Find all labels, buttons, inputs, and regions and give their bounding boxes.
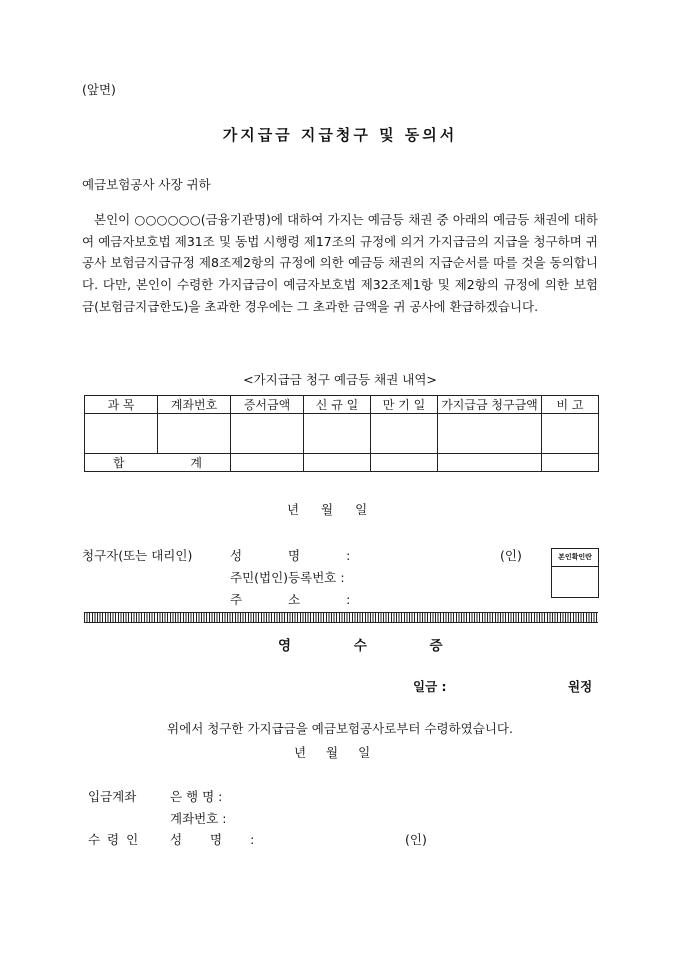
addressee: 예금보험공사 사장 귀하 [82, 177, 211, 192]
claimant-label: 청구자(또는 대리인) [82, 548, 193, 563]
amount-label: 일금 : [413, 679, 447, 694]
bank-name-label: 은 행 명 : [170, 789, 223, 804]
receipt-date: 년 월 일 [294, 745, 371, 760]
claim-date: 년 월 일 [287, 502, 368, 517]
table-cell[interactable] [542, 414, 599, 454]
consent-text: 본인이 ○○○○○○(금융기관명)에 대하여 가지는 예금등 채권 중 아래의 예금등 채권에 대하여 예금자보호법 제31조 및 동법 시행령 제17조의 규정에 의거 가지급금의 지급을 청구하며 귀 공사 보험금지급규정 제8조제2항의 규정에 의한 예금등 채권의 지급순서를 따를 것을 동의합니다. 다만, 본인이 수령한 가지급금이 예금자보호법 제32조제1항 및 제2항의 규정에 의한 보험금(보험금지급한도)을 초과한 경우에는 그 초과한 금액을 귀 공사에 환급하겠습니다. [82, 212, 598, 314]
amount-suffix: 원정 [568, 679, 593, 694]
identity-check-caption: 본인확인란 [552, 549, 598, 567]
total-label [85, 454, 231, 472]
table-cell[interactable] [158, 414, 231, 454]
total-cell[interactable] [542, 454, 599, 472]
perforation-divider [84, 612, 598, 623]
header-remarks: 비 고 [542, 396, 599, 414]
header-certificate-amount: 증서금액 [231, 396, 304, 414]
table-cell[interactable] [85, 414, 158, 454]
claims-table [84, 395, 599, 472]
header-open-date: 신 규 일 [304, 396, 371, 414]
identity-check-box[interactable] [551, 548, 599, 598]
header-account-number: 계좌번호 [158, 396, 231, 414]
table-total-row [85, 454, 599, 472]
claimant-address-label: 주 소 : [230, 592, 351, 607]
header-claim-amount: 가지급금 청구금액 [438, 396, 542, 414]
recipient-seal: (인) [405, 832, 427, 847]
receipt-title: 영 수 증 [278, 638, 443, 654]
total-cell[interactable] [438, 454, 542, 472]
account-number-label: 계좌번호 : [170, 811, 227, 826]
side-label: (앞면) [82, 82, 116, 97]
table-cell[interactable] [304, 414, 371, 454]
total-cell[interactable] [231, 454, 304, 472]
header-subject: 과 목 [85, 396, 158, 414]
claimant-seal: (인) [500, 548, 522, 563]
receipt-statement: 위에서 청구한 가지급금을 예금보험공사로부터 수령하였습니다. [167, 721, 513, 736]
header-maturity-date: 만 기 일 [371, 396, 438, 414]
claimant-id-label: 주민(법인)등록번호 : [230, 570, 345, 585]
account-label: 입금계좌 [88, 789, 137, 804]
table-caption: <가지급금 청구 예금등 채권 내역> [243, 372, 437, 387]
page-title: 가지급금 지급청구 및 동의서 [222, 126, 458, 144]
total-label-part-2: 계 [190, 456, 202, 470]
table-cell[interactable] [231, 414, 304, 454]
claimant-name-label: 성 명 : [230, 548, 351, 563]
total-label-part-1: 합 [113, 456, 125, 470]
table-header-row [85, 396, 599, 414]
total-cell[interactable] [371, 454, 438, 472]
recipient-label: 수 령 인 [88, 832, 139, 847]
recipient-name-label: 성 명 : [170, 832, 255, 847]
consent-paragraph [82, 209, 598, 318]
table-cell[interactable] [371, 414, 438, 454]
total-cell[interactable] [304, 454, 371, 472]
table-cell[interactable] [438, 414, 542, 454]
table-row [85, 414, 599, 454]
